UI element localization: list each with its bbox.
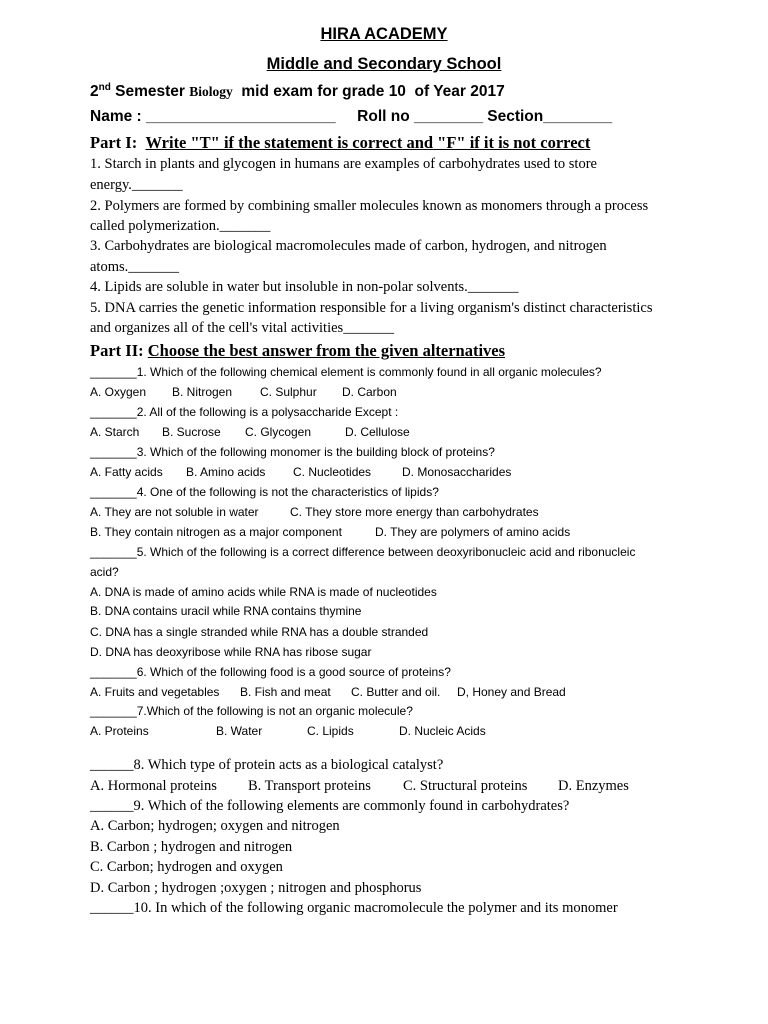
q8-option-a: A. Hormonal proteins (90, 778, 217, 794)
part2-heading (90, 341, 505, 361)
q4-option-b: B. They contain nitrogen as a major component (90, 525, 342, 539)
q9-option-b: B. Carbon ; hydrogen and nitrogen (90, 839, 293, 855)
part1-heading (90, 133, 590, 153)
q3-option-d: D. Monosaccharides (402, 465, 512, 479)
q1-option-b: B. Nitrogen (172, 385, 233, 399)
q7-option-d: D. Nucleic Acids (399, 724, 486, 738)
q6-option-b: B. Fish and meat (240, 685, 331, 699)
q6-option-c: C. Butter and oil. (351, 685, 441, 699)
q8-option-b: B. Transport proteins (248, 778, 371, 794)
q3-option-a: A. Fatty acids (90, 465, 163, 479)
semester-sup: nd (98, 82, 111, 93)
question-8: ______8. Which type of protein acts as a biological catalyst? (90, 757, 444, 773)
q2-option-b: B. Sucrose (162, 425, 221, 439)
q4-option-d: D. They are polymers of amino acids (375, 525, 571, 539)
name-roll-section-line: Name : ______________________ Roll no ________ Section________ (90, 108, 613, 125)
semester-word: Semester (110, 83, 190, 100)
q2-option-a: A. Starch (90, 425, 140, 439)
q6-option-d: D, Honey and Bread (457, 685, 566, 699)
q7-option-a: A. Proteins (90, 724, 149, 738)
q9-option-d: D. Carbon ; hydrogen ;oxygen ; nitrogen and phosphorus (90, 880, 422, 896)
part1-line: 2. Polymers are formed by combining smaller molecules known as monomers through a process (90, 198, 649, 214)
exam-text: mid exam for grade 10 of Year 2017 (232, 83, 505, 100)
question-1: _______1. Which of the following chemical element is commonly found in all organic molecules? (90, 365, 602, 379)
q4-option-a: A. They are not soluble in water (90, 505, 259, 519)
question-6: _______6. Which of the following food is a good source of proteins? (90, 665, 451, 679)
exam-info-line (90, 82, 505, 101)
school-name: HIRA ACADEMY (320, 25, 448, 43)
q5-option-d: D. DNA has deoxyribose while RNA has ribose sugar (90, 645, 372, 659)
q2-option-c: C. Glycogen (245, 425, 312, 439)
q1-option-a: A. Oxygen (90, 385, 147, 399)
q1-option-c: C. Sulphur (260, 385, 317, 399)
question-5-cont: acid? (90, 565, 119, 579)
q7-option-c: C. Lipids (307, 724, 354, 738)
q5-option-c: C. DNA has a single stranded while RNA has a double stranded (90, 625, 429, 639)
q1-option-d: D. Carbon (342, 385, 397, 399)
q3-option-b: B. Amino acids (186, 465, 266, 479)
q4-option-c: C. They store more energy than carbohydrates (290, 505, 539, 519)
question-7: _______7.Which of the following is not an organic molecule? (90, 704, 413, 718)
part1-line: energy._______ (90, 177, 183, 193)
part2-instruction: Choose the best answer from the given alternatives (147, 341, 506, 360)
part1-label: Part I: (90, 133, 138, 152)
q2-option-d: D. Cellulose (345, 425, 410, 439)
part1-line: atoms._______ (90, 259, 180, 275)
part1-line: called polymerization._______ (90, 218, 271, 234)
question-9: ______9. Which of the following elements are commonly found in carbohydrates? (90, 798, 570, 814)
semester-ordinal: 2 (90, 83, 99, 100)
question-2: _______2. All of the following is a polysaccharide Except : (90, 405, 399, 419)
part1-line: 4. Lipids are soluble in water but insoluble in non-polar solvents._______ (90, 279, 519, 295)
part1-line: 3. Carbohydrates are biological macromolecules made of carbon, hydrogen, and nitrogen (90, 238, 607, 254)
school-subtitle: Middle and Secondary School (266, 55, 502, 73)
part1-line: 1. Starch in plants and glycogen in humans are examples of carbohydrates used to store (90, 156, 597, 172)
q3-option-c: C. Nucleotides (293, 465, 372, 479)
q5-option-a: A. DNA is made of amino acids while RNA is made of nucleotides (90, 585, 437, 599)
part2-label: Part II: (90, 341, 144, 360)
q9-option-a: A. Carbon; hydrogen; oxygen and nitrogen (90, 818, 340, 834)
part1-line: and organizes all of the cell's vital activities_______ (90, 320, 394, 336)
q9-option-c: C. Carbon; hydrogen and oxygen (90, 859, 283, 875)
question-5: _______5. Which of the following is a correct difference between deoxyribonucleic acid and ribonucleic (90, 545, 636, 559)
q6-option-a: A. Fruits and vegetables (90, 685, 220, 699)
q8-option-d: D. Enzymes (558, 778, 629, 794)
q5-option-b: B. DNA contains uracil while RNA contains thymine (90, 604, 362, 618)
question-4: _______4. One of the following is not the characteristics of lipids? (90, 485, 439, 499)
part1-line: 5. DNA carries the genetic information responsible for a living organism's distinct characteristics (90, 300, 653, 316)
q7-option-b: B. Water (216, 724, 263, 738)
q8-option-c: C. Structural proteins (403, 778, 528, 794)
question-10: ______10. In which of the following organic macromolecule the polymer and its monomer (90, 900, 618, 916)
subject: Biology (189, 84, 233, 99)
part1-instruction: Write "T" if the statement is correct and "F" if it is not correct (145, 133, 591, 152)
question-3: _______3. Which of the following monomer is the building block of proteins? (90, 445, 495, 459)
